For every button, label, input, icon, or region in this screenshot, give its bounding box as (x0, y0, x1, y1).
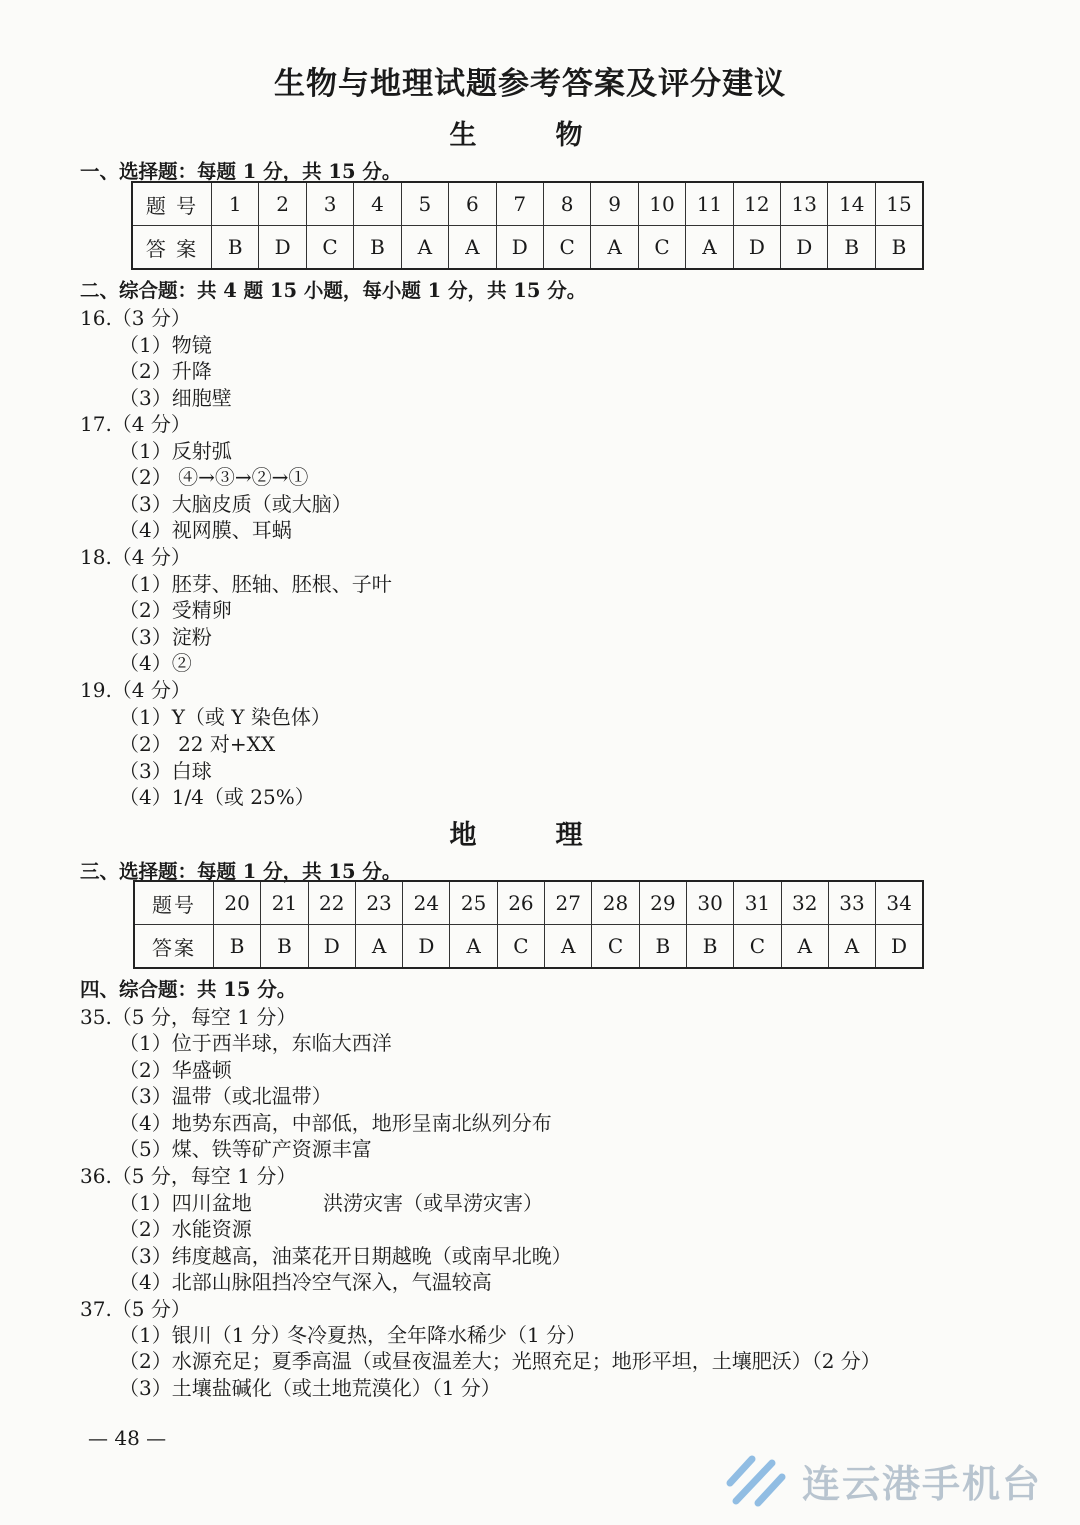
question-number-cell: 28 (592, 881, 639, 925)
answer-cell: D (403, 925, 450, 969)
answer-cell: A (591, 226, 638, 270)
question-number-cell: 23 (355, 881, 402, 925)
answer-cell: C (543, 226, 590, 270)
answer-16-2: （2）升降 (119, 359, 212, 383)
answer-cell: D (781, 226, 828, 270)
answer-cell: B (261, 925, 308, 969)
answer-cell: B (354, 226, 401, 270)
answer-cell: B (212, 226, 259, 270)
table-row (132, 226, 923, 270)
question-number-cell: 12 (733, 182, 780, 226)
question-number-cell: 9 (591, 182, 638, 226)
question-number-cell: 15 (875, 182, 923, 226)
question-number-cell: 34 (876, 881, 923, 925)
question-number-cell: 5 (401, 182, 448, 226)
table-header-cell: 答 案 (132, 226, 212, 270)
answer-17-2: （2） ④→③→②→① (119, 465, 309, 489)
answer-19-3: （3）白球 (119, 759, 212, 783)
answer-cell: D (259, 226, 306, 270)
question-number-cell: 26 (497, 881, 544, 925)
page-number: — 48 — (88, 1426, 167, 1450)
watermark-logo-icon (722, 1447, 792, 1511)
answer-cell: B (875, 226, 923, 270)
answer-cell: A (450, 925, 497, 969)
answer-16-1: （1）物镜 (119, 333, 212, 357)
watermark-text: 连云港手机台 (802, 1462, 1043, 1506)
question-number-cell: 10 (638, 182, 685, 226)
table-row (134, 881, 923, 925)
geography-answer-table (133, 880, 924, 969)
answer-17-3: （3）大脑皮质（或大脑） (119, 492, 352, 516)
answer-cell: B (828, 226, 875, 270)
answer-35-4: （4）地势东西高，中部低，地形呈南北纵列分布 (119, 1111, 552, 1135)
answer-cell: A (686, 226, 733, 270)
answer-18-1: （1）胚芽、胚轴、胚根、子叶 (119, 572, 392, 596)
answer-19-2: （2） 22 对+XX (119, 732, 276, 756)
answer-36-4: （4）北部山脉阻挡冷空气深入，气温较高 (119, 1270, 492, 1294)
question-17: 17.（4 分） (80, 412, 191, 436)
question-number-cell: 2 (259, 182, 306, 226)
geography-section-4: 四、综合题：共 15 分。 (80, 978, 297, 1001)
answer-cell: D (496, 226, 543, 270)
table-header-cell: 题 号 (132, 182, 212, 226)
answer-cell: A (355, 925, 402, 969)
answer-cell: A (781, 925, 828, 969)
answer-16-3: （3）细胞壁 (119, 386, 232, 410)
question-number-cell: 3 (306, 182, 353, 226)
question-number-cell: 1 (212, 182, 259, 226)
answer-cell: C (638, 226, 685, 270)
answer-cell: A (545, 925, 592, 969)
answer-18-3: （3）淀粉 (119, 625, 212, 649)
answer-cell: C (497, 925, 544, 969)
question-number-cell: 24 (403, 881, 450, 925)
question-number-cell: 27 (545, 881, 592, 925)
answer-35-3: （3）温带（或北温带） (119, 1084, 332, 1108)
answer-19-1: （1）Y（或 Y 染色体） (119, 705, 331, 729)
answer-35-1: （1）位于西半球，东临大西洋 (119, 1031, 392, 1055)
answer-cell: C (734, 925, 781, 969)
question-number-cell: 13 (781, 182, 828, 226)
question-number-cell: 25 (450, 881, 497, 925)
question-number-cell: 7 (496, 182, 543, 226)
answer-cell: D (733, 226, 780, 270)
answer-cell: C (592, 925, 639, 969)
answer-18-4: （4）② (119, 651, 192, 675)
question-number-cell: 33 (828, 881, 875, 925)
question-number-cell: 20 (214, 881, 261, 925)
question-19: 19.（4 分） (80, 678, 191, 702)
question-number-cell: 6 (449, 182, 496, 226)
answer-37-1b: 冬冷夏热，全年降水稀少（1 分） (287, 1323, 587, 1347)
answer-18-2: （2）受精卵 (119, 598, 232, 622)
question-35: 35.（5 分，每空 1 分） (80, 1005, 297, 1029)
question-number-cell: 31 (734, 881, 781, 925)
answer-cell: D (308, 925, 355, 969)
answer-cell: B (639, 925, 686, 969)
answer-36-1: （1）四川盆地 (119, 1191, 252, 1215)
table-header-cell: 答案 (134, 925, 214, 969)
question-number-cell: 32 (781, 881, 828, 925)
answer-19-4: （4）1/4（或 25%） (119, 785, 315, 809)
answer-17-1: （1）反射弧 (119, 439, 232, 463)
page-title: 生物与地理试题参考答案及评分建议 (274, 66, 786, 102)
answer-cell: A (401, 226, 448, 270)
answer-cell: D (876, 925, 923, 969)
question-number-cell: 29 (639, 881, 686, 925)
question-number-cell: 14 (828, 182, 875, 226)
answer-35-5: （5）煤、铁等矿产资源丰富 (119, 1137, 372, 1161)
question-18: 18.（4 分） (80, 545, 191, 569)
biology-section-1: 一、选择题：每题 1 分，共 15 分。 (80, 160, 402, 183)
answer-35-2: （2）华盛顿 (119, 1058, 232, 1082)
question-37: 37.（5 分） (80, 1297, 191, 1321)
watermark (722, 1447, 1062, 1511)
geography-heading: 地 理 (449, 820, 609, 851)
biology-answer-table (131, 181, 924, 270)
question-number-cell: 30 (686, 881, 733, 925)
answer-cell: A (449, 226, 496, 270)
geography-section-3: 三、选择题：每题 1 分，共 15 分。 (80, 860, 402, 883)
biology-heading: 生 物 (449, 120, 609, 151)
question-number-cell: 11 (686, 182, 733, 226)
answer-36-1b: 洪涝灾害（或旱涝灾害） (323, 1191, 543, 1215)
question-number-cell: 22 (308, 881, 355, 925)
question-16: 16.（3 分） (80, 306, 191, 330)
answer-cell: A (828, 925, 875, 969)
answer-17-4: （4）视网膜、耳蜗 (119, 518, 292, 542)
answer-36-2: （2）水能资源 (119, 1217, 252, 1241)
biology-section-2: 二、综合题：共 4 题 15 小题，每小题 1 分，共 15 分。 (80, 279, 587, 302)
answer-cell: B (686, 925, 733, 969)
question-number-cell: 8 (543, 182, 590, 226)
question-number-cell: 21 (261, 881, 308, 925)
answer-37-2: （2）水源充足；夏季高温（或昼夜温差大；光照充足；地形平坦，土壤肥沃）（2 分） (119, 1349, 881, 1373)
question-number-cell: 4 (354, 182, 401, 226)
table-row (134, 925, 923, 969)
question-36: 36.（5 分，每空 1 分） (80, 1164, 297, 1188)
answer-cell: C (306, 226, 353, 270)
answer-36-3: （3）纬度越高，油菜花开日期越晚（或南早北晚） (119, 1244, 572, 1268)
table-row (132, 182, 923, 226)
answer-37-3: （3）土壤盐碱化（或土地荒漠化）（1 分） (119, 1376, 501, 1400)
answer-cell: B (214, 925, 261, 969)
answer-37-1: （1）银川（1 分） (119, 1323, 291, 1347)
table-header-cell: 题号 (134, 881, 214, 925)
